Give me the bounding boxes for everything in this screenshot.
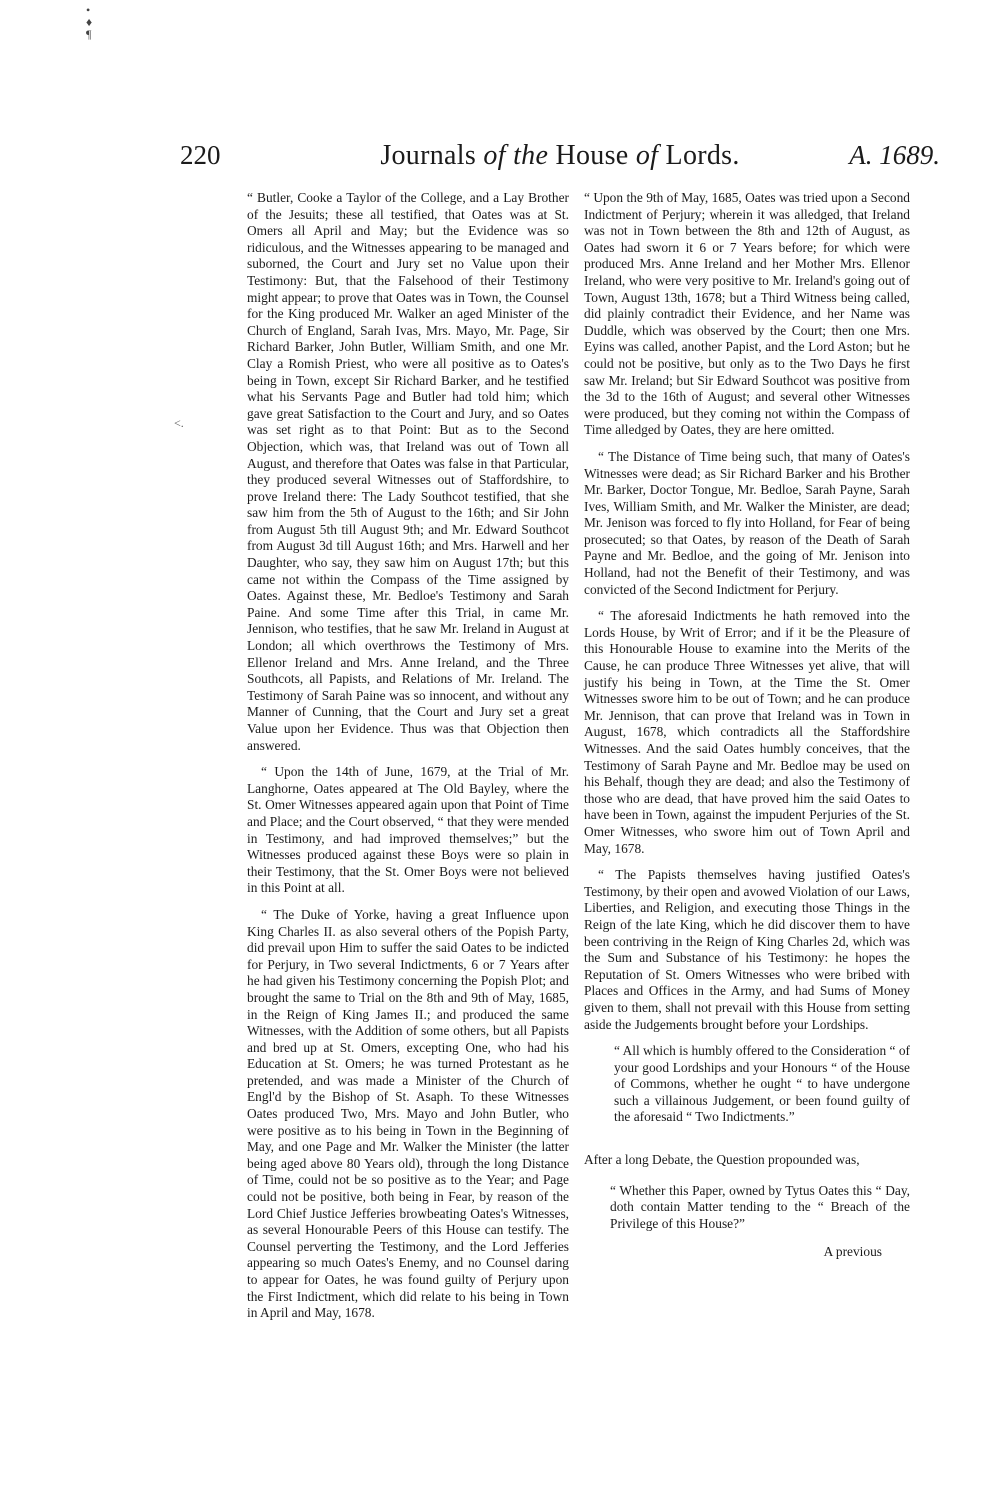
paragraph: “ Upon the 9th of May, 1685, Oates was tried upon a Second Indictment of Perjury; wherein it was alledged, that Ireland was not in Town between the 8th and 12th of August, as Oates had sworn it 6 or 7 Years before; for which were produced Mrs. Anne Ireland and her Mother Mrs. Ellenor Ireland, who were very positive to Mr. Ireland's going out of Town, August 13th, 1678; but a Third Witness being called, did plainly contradict their Evidence, and her Name was Duddle, which was observed by the Court; then one Mrs. Eyins was called, another Papist, and the Lord Aston; but he could not be positive, but only as to the Two Days he first saw Mr. Ireland; but Sir Edward Southcot was positive from the 3d to the 16th of August; and several other Witnesses were produced, but they coming not within the Compass of Time alledged by Oates, they are here omitted.	[584, 190, 910, 438]
title-of-2: of	[635, 140, 659, 171]
year-label: A. 1689.	[849, 140, 940, 170]
paragraph: “ The aforesaid Indictments he hath removed into the Lords House, by Writ of Error; and if it be the Pleasure of this Honourable House to examine into the Merits of the Cause, he can produce Three Witnesses yet alive, that will justify his being in Town, at the Time the St. Omer Witnesses swore him to be out of Town; and he can produce Mr. Jennison, that can prove that Ireland was in Town in August, 1678, which contradicts all the Staffordshire Witnesses. And the said Oates humbly conceives, that the Testimony of Sarah Payne and Mr. Bedloe may be used on his Behalf, though they are dead; and also the Testimony of those who are dead, that have proved him the said Oates to have been in Town, against the impudent Perjuries of the St. Omer Witnesses, who swore him out of Town April and May, 1678.	[584, 608, 910, 856]
debate-line: After a long Debate, the Question propounded was,	[584, 1152, 860, 1168]
journal-title	[180, 140, 940, 172]
title-house: House	[555, 140, 629, 171]
title-lords: Lords.	[665, 140, 740, 171]
paragraph: “ The Duke of Yorke, having a great Influence upon King Charles II. as also several others of the Popish Party, did prevail upon Him to suffer the said Oates to be indicted for Perjury, in Two several Indictments, 6 or 7 Years after he had given his Testimony concerning the Popish Plot; and brought the same to Trial on the 8th and 9th of May, 1685, in the Reign of King James II.; and produced the same Witnesses, with the Addition of some others, but all Papists and bred up at St. Omers, excepting One, who had his Education at St. Omers; he was turned Protestant as he pretended, and was made a Minister of the Church of Engl'd by the Bishop of St. Asaph. To these Witnesses Oates produced Two, Mrs. Mayo and John Butler, who were positive as to his being in Town in the Beginning of May, and one Page and Mr. Walker the Minister (the latter being aged above 80 Years old), through the long Distance of Time, could not be so positive as to the Year; and Page could not be positive, both being in Fear, by reason of the Lord Chief Justice Jefferies browbeating Oates's Witnesses, as several Honourable Peers of this House can testify. The Counsel perverting the Testimony, and the Lord Jefferies appearing so much Oates's Enemy, and no Counsel daring to appear for Oates, he was found guilty of Perjury upon the First Indictment, which did relate to his being in Town in April and May, 1678.	[247, 906, 569, 1321]
paragraph: “ Butler, Cooke a Taylor of the College, and a Lay Brother of the Jesuits; these all testified, that Oates was at St. Omers all April and May; but the Evidence was so ridiculous, and the Witnesses appearing to be managed and suborned, the Court and Jury set no Value upon their Testimony: But, that the Falsehood of their Testimony might appear; to prove that Oates was in Town, the Counsel for the King produced Mr. Walker an aged Minister of the Church of England, Sarah Ivas, Mrs. Mayo, Mr. Page, Sir Richard Barker, John Butler, William Smith, and one Mr. Clay a Romish Priest, who were all positive as to Oates's being in Town, except Sir Richard Barker, and he testified what his Servants Page and Butler had told him; which gave great Satisfaction to the Court and Jury, and so Oates was set right as to that Point: But as to the Second Objection, which was, that Ireland was out of Town all August, and therefore that Oates was false in that Particular, they produced several Witnesses out of Staffordshire, to prove Ireland there: The Lady Southcot testified, that she saw him from the 5th of August to the 16th; and Sir John from August 5th till August 9th; and Mr. Edward Southcot from August 3d till August 16th; and Mrs. Harwell and her Daughter, who say, they saw him on August 17th; but this came not within the Compass of the Time assigned by Oates. Against these, Mr. Bedloe's Testimony and Sarah Paine. And some Time after this Trial, in came Mr. Jennison, who testifies, that he saw Mr. Ireland in August at London; all which overthrows the Testimony of Mrs. Ellenor Ireland and Mrs. Anne Ireland, and the Three Southcots, all Papists, and Relations of Mr. Ireland. The Testimony of Sarah Paine was so innocent, and without any Manner of Cunning, that the Court and Jury set a great Value upon her Evidence. Thus was that Objection then answered.	[247, 190, 569, 753]
title-the: the	[513, 140, 549, 171]
margin-mark: ♦	[86, 15, 93, 29]
title-journals: Journals	[380, 140, 477, 171]
margin-mark: ¶	[86, 27, 92, 41]
paragraph: “ Upon the 14th of June, 1679, at the Trial of Mr. Langhorne, Oates appeared at The Old Bayley, where the St. Omer Witnesses appeared again upon that Point of Time and Place; and the Court observed, “ that they were mended in Testimony, and had improved themselves;” but the Witnesses produced against these Boys were so plain in their Testimony, that the St. Omer Boys were not believed in this Point at all.	[247, 764, 569, 896]
question-text: “ Whether this Paper, owned by Tytus Oates this “ Day, doth contain Matter tending to the “ Breach of the Privilege of this House?”	[610, 1182, 910, 1231]
closing-statement: “ All which is humbly offered to the Consideration “ of your good Lordships and your Honours “ of the House of Commons, whether he ought “ to have undergone such a villainous Judgement, or been found guilty of the aforesaid “ Two Indictments.”	[614, 1043, 910, 1125]
catchword: A previous	[823, 1244, 882, 1260]
right-column	[584, 190, 910, 1261]
left-column	[247, 190, 569, 1332]
title-of: of	[483, 140, 506, 171]
paragraph: “ The Distance of Time being such, that many of Oates's Witnesses were dead; as Sir Richard Barker and his Brother Mr. Barker, Doctor Tongue, Mr. Bedloe, Sarah Payne, Sarah Ives, William Smith, and Mr. Walker the Minister, are dead; Mr. Jenison was forced to fly into Holland, for Fear of being prosecuted; so that Oates, by reason of the Death of Sarah Payne and Mr. Bedloe, and the going of Mr. Jenison into Holland, had not the Benefit of their Testimony, and was convicted of the Second Indictment for Perjury.	[584, 448, 910, 597]
margin-marks	[86, 4, 102, 44]
margin-mark: •	[86, 3, 91, 17]
page-header	[180, 140, 940, 184]
page-number: 220	[180, 140, 221, 170]
side-mark: <.	[174, 416, 184, 430]
paragraph: “ The Papists themselves having justified Oates's Testimony, by their open and avowed Violation of our Laws, Liberties, and Religion, and executing those Things in the Reign of the late King, which he did discover them to have been contriving in the Reign of King Charles 2d, which was the Sum and Substance of his Testimony: he hopes the Reputation of St. Omers Witnesses who were bribed with Places and Offices in the Army, and had Sums of Money given to them, shall not prevail with this House from setting aside the Judgements brought before your Lordships.	[584, 867, 910, 1032]
